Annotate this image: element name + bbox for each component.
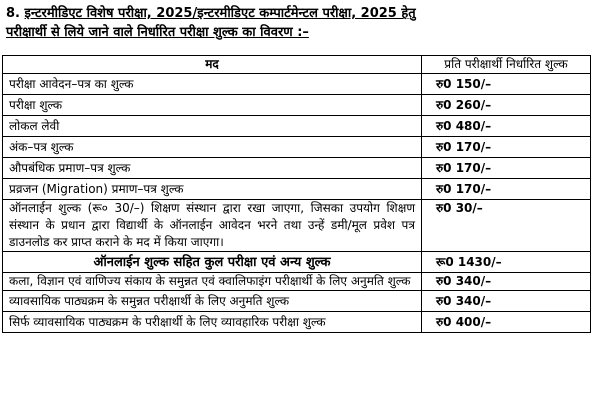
column-header-fee: प्रति परीक्षार्थी निर्धारित शुल्क — [422, 56, 591, 74]
table-row — [3, 273, 591, 291]
row-amount: रु0 150/– — [422, 74, 591, 95]
row-label: सिर्फ व्यावसायिक पाठ्यक्रम के परीक्षार्थी के लिए व्यावहारिक परीक्षा शुल्क — [3, 312, 422, 333]
section-heading — [6, 4, 588, 42]
table-row — [3, 95, 591, 116]
section-number: 8. — [6, 6, 20, 21]
table-row — [3, 74, 591, 95]
row-amount: रु0 480/– — [422, 116, 591, 137]
table-row — [3, 200, 591, 252]
row-amount: रु0 170/– — [422, 179, 591, 200]
column-header-item: मद — [3, 56, 422, 74]
table-header-row — [3, 56, 591, 74]
total-amount: रू0 1430/– — [422, 252, 591, 273]
row-label: व्यावसायिक पाठ्यक्रम के समुन्नत परीक्षार्थी के लिए अनुमति शुल्क — [3, 291, 422, 312]
heading-title-1: इन्टरमीडिएट विशेष परीक्षा, 2025/इन्टरमीडिएट कम्पार्टमेन्टल परीक्षा, 2025 हेतु — [24, 6, 416, 21]
table-row — [3, 137, 591, 158]
row-label: अंक–पत्र शुल्क — [3, 137, 422, 158]
table-row — [3, 291, 591, 312]
row-amount: रु0 260/– — [422, 95, 591, 116]
table-row — [3, 116, 591, 137]
table-row — [3, 158, 591, 179]
fee-table — [2, 55, 591, 333]
row-amount: रु0 340/– — [422, 273, 591, 291]
table-total-row — [3, 252, 591, 273]
row-amount: रु0 400/– — [422, 312, 591, 333]
table-row — [3, 312, 591, 333]
row-label: परीक्षा शुल्क — [3, 95, 422, 116]
table-row — [3, 179, 591, 200]
heading-line-1 — [6, 4, 588, 23]
row-label: परीक्षा आवेदन–पत्र का शुल्क — [3, 74, 422, 95]
row-amount: रु0 340/– — [422, 291, 591, 312]
total-label: ऑनलाईन शुल्क सहित कुल परीक्षा एवं अन्य शुल्क — [3, 252, 422, 273]
row-label: कला, विज्ञान एवं वाणिज्य संकाय के समुन्नत एवं क्वालिफाइंग परीक्षार्थी के लिए अनुमति शुल्क — [3, 273, 422, 291]
heading-line-2: परीक्षार्थी से लिये जाने वाले निर्धारित परीक्षा शुल्क का विवरण :– — [6, 25, 309, 40]
row-amount: रु0 170/– — [422, 158, 591, 179]
row-amount: रु0 30/– — [422, 200, 591, 252]
row-label: प्रव्रजन (Migration) प्रमाण–पत्र शुल्क — [3, 179, 422, 200]
row-amount: रु0 170/– — [422, 137, 591, 158]
row-label: ऑनलाईन शुल्क (रू० 30/–) शिक्षण संस्थान द्वारा रखा जाएगा, जिसका उपयोग शिक्षण संस्थान के प्रधान द्वारा विद्यार्थी के ऑनलाईन आवेदन भरने तथा उन्हें डमी/मूल प्रवेश पत्र डाउनलोड कर प्राप्त कराने के मद में किया जाएगा। — [3, 200, 422, 252]
row-label: औपबंधिक प्रमाण–पत्र शुल्क — [3, 158, 422, 179]
row-label: लोकल लेवी — [3, 116, 422, 137]
